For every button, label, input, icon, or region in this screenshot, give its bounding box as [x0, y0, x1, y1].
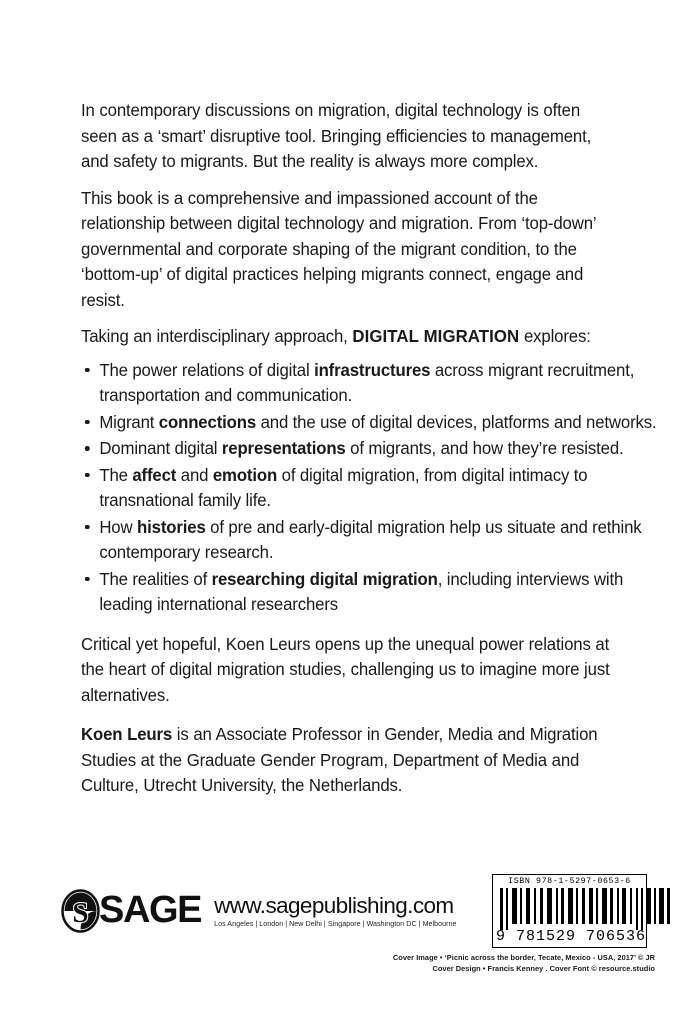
publisher-web-block — [214, 893, 456, 929]
blurb-list-intro — [81, 324, 619, 350]
isbn-label: ISBN 978-1-5297-0653-6 — [508, 877, 631, 886]
publisher-website[interactable]: www.sagepublishing.com — [214, 893, 454, 918]
list-item — [81, 463, 657, 514]
bullet-text-before: How — [99, 516, 138, 537]
bullet-text-emphasis-2: emotion — [212, 464, 278, 485]
author-name: Koen Leurs — [81, 724, 173, 744]
bullet-text-before: The realities of — [99, 568, 212, 589]
bullet-text-after: and the use of digital devices, platforms and networks. — [256, 411, 657, 432]
bullet-text-before: The — [99, 464, 133, 485]
publisher-offices: Los Angeles | London | New Delhi | Singapore | Washington DC | Melbourne — [214, 920, 457, 928]
bullet-dot-icon — [85, 420, 89, 425]
bullet-dot-icon — [85, 525, 89, 530]
author-bio — [81, 722, 619, 799]
publisher-logo-lockup — [61, 888, 457, 933]
bullet-text-emphasis: researching digital migration — [211, 568, 438, 589]
bullet-text-after: of digital migration, from digital intimacy to transnational family life. — [99, 464, 588, 510]
bullet-text-after: of migrants, and how they’re resisted. — [345, 438, 624, 458]
bullet-text-emphasis: affect — [132, 464, 177, 485]
blurb-paragraph-3: Critical yet hopeful, Koen Leurs opens up the unequal power relations at the heart of digital migration studies, challenging us to imagine more just alternatives. — [81, 633, 610, 705]
bullet-text-before: Dominant digital — [99, 438, 222, 458]
bullet-text-before: Migrant — [99, 411, 159, 432]
list-item — [81, 567, 657, 618]
bullet-text-emphasis: connections — [158, 411, 257, 432]
cover-footer — [0, 872, 673, 1020]
cover-credits — [225, 952, 655, 974]
list-item — [81, 410, 657, 436]
publisher-wordmark: SAGE — [99, 889, 202, 931]
bullet-dot-icon — [85, 577, 89, 582]
sage-circle-s-logo-icon — [61, 889, 100, 933]
bullet-dot-icon — [85, 473, 89, 478]
bullet-text-emphasis: representations — [221, 438, 346, 458]
author-bio-text: is an Associate Professor in Gender, Media and Migration Studies at the Graduate Gender Program, Department of Media and Culture, Utrecht University, the Netherlands. — [81, 724, 598, 795]
bullet-text-emphasis: infrastructures — [314, 359, 431, 380]
bullet-dot-icon — [85, 446, 89, 451]
credit-line-image: Cover Image • ‘Picnic across the border, Tecate, Mexico - USA, 2017’ © JR — [392, 953, 655, 962]
list-intro-before: Taking an interdisciplinary approach, — [81, 326, 353, 346]
feature-bullet-list — [81, 358, 657, 618]
list-intro-after: explores: — [519, 326, 591, 346]
list-item — [81, 358, 657, 409]
bullet-text-after: , including interviews with leading international researchers — [99, 568, 624, 614]
blurb-paragraph-2: This book is a comprehensive and impassioned account of the relationship between digital technology and migration. From ‘top-down’ governmental and corporate shaping of the migrant condition, to the ‘bottom-up’ of digital practices helping migrants connect, engage and resist. — [81, 187, 596, 310]
bullet-text-after: across migrant recruitment, transportation and communication. — [99, 359, 635, 405]
barcode-digits: 9 781529 706536 — [496, 928, 647, 945]
blurb-paragraph-1: In contemporary discussions on migration, digital technology is often seen as a ‘smart’ disruptive tool. Bringing efficiencies to management, and safety to migrants. But the reality is always more complex. — [81, 100, 592, 171]
svg-text:S: S — [72, 897, 89, 929]
isbn-barcode — [492, 874, 647, 948]
list-intro-emphasis: DIGITAL MIGRATION — [352, 326, 520, 346]
barcode-ean13-icon — [498, 888, 673, 930]
blurb-container — [81, 98, 657, 799]
bullet-text-after: of pre and early-digital migration help us situate and rethink contemporary research. — [99, 516, 642, 562]
credit-line-design: Cover Design • Francis Kenney . Cover Font © resource.studio — [432, 964, 655, 973]
bullet-text-before: The power relations of digital — [99, 359, 315, 380]
list-item — [81, 515, 657, 566]
list-item — [81, 436, 657, 462]
bullet-text-emphasis: histories — [137, 516, 206, 537]
bullet-dot-icon — [85, 368, 89, 373]
bullet-text-middle: and — [176, 464, 213, 485]
